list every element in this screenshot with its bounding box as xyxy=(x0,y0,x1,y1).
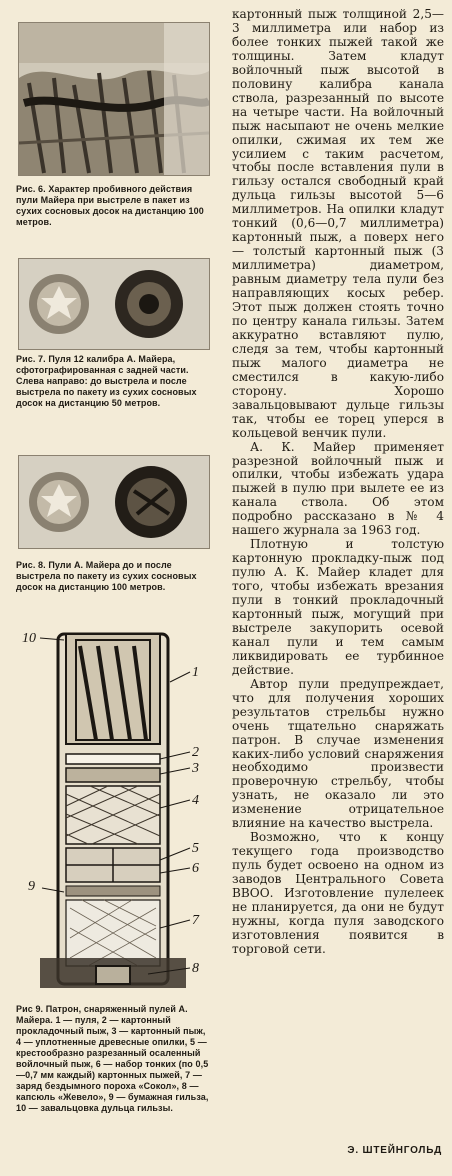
diagram-label-4: 4 xyxy=(192,793,199,808)
figure-8-caption: Рис. 8. Пули А. Майера до и после выстрела по пакету из сухих сосновых досок на дистанцию 100 метров. xyxy=(16,560,197,592)
diagram-label-10: 10 xyxy=(22,631,36,646)
article-paragraph: Плотную и толстую картонную прокладку-пыж под пулю А. К. Майер кладет для того, чтобы избежать врезания пули в тонкий прокладочный картонный пыж, могущий при выстреле закупорить осевой канал пули и тем самым ликвидировать ее турбинное действие. xyxy=(232,537,444,677)
article-paragraph: Автор пули предупреждает, что для получения хороших результатов стрельбы нужно очень тщательно снаряжать патрон. В случае изменения каких-либо условий снаряжения необходимо произвести проверочную стрельбу, чтобы узнать, не оказало ли это изменение отрицательное влияние на качество выстрела. xyxy=(232,676,444,831)
diagram-label-2: 2 xyxy=(192,745,199,760)
figure-7-caption: Рис. 7. Пуля 12 калибра А. Майера, сфотографированная с задней части. Слева направо: до выстрела и после выстрела по пакету из сухих сосновых досок на дистанцию 50 метров. xyxy=(16,354,197,408)
diagram-label-8: 8 xyxy=(192,961,199,976)
article-paragraph: Возможно, что к концу текущего года производство пуль будет освоено на одном из заводов Центрального Совета ВВОО. Изготовление пулелеек не планируется, да они не будут нужны, когда пуля заводского изготовления появится в торговой сети. xyxy=(232,830,444,956)
diagram-label-9: 9 xyxy=(28,879,35,894)
article-paragraph: А. К. Майер применяет разрезной войлочный пыж и опилки, чтобы избежать удара пыжей в пулю при вылете ее из канала ствола. Об этом подробно рассказано в № 4 нашего журнала за 1963 год. xyxy=(232,439,444,538)
diagram-label-3: 3 xyxy=(192,761,199,776)
article-paragraph: картонный пыж толщиной 2,5—3 миллиметра или набор из более тонких пыжей такой же толщины. Затем кладут войлочный пыж высотой в половину калибра канала ствола, разрезанный по высоте на четыре части. На войлочный пыж насыпают не очень мелкие опилки, сжимая их тем же усилием с таким расчетом, чтобы после вставления пули в гильзу остался свободный край дульца гильзы высотой 5—6 миллиметров. На опилки кладут тонкий (0,6—0,7 миллиметра) картонный пыж, а поверх него — толстый картонный пыж (3 миллиметра) диаметром, равным диаметру тела пули без направляющих косых ребер. Этот пыж должен стоять точно по центру канала гильзы. Затем аккуратно вставляют пулю, следя за тем, чтобы картонный пыж малого диаметра не сместился в какую-либо сторону. Хорошо завальцовывают дульце гильзы так, чтобы ее торец уперся в кольцевой венчик пули. xyxy=(232,7,444,440)
diagram-label-1: 1 xyxy=(192,665,199,680)
figure-9-diagram xyxy=(20,628,210,998)
article-column xyxy=(232,8,444,957)
diagram-label-7: 7 xyxy=(192,913,199,928)
diagram-label-6: 6 xyxy=(192,861,199,876)
figure-7-photo xyxy=(18,258,210,350)
author-signature: Э. ШТЕЙНГОЛЬД xyxy=(347,1145,442,1156)
figure-9-caption: Рис 9. Патрон, снаряженный пулей А. Майера. 1 — пуля, 2 — картонный прокладочный пыж, 3 — картонный пыж, 4 — уплотненные древесные опилки, 5 — крестообразно разрезанный осаленный войлочный пыж, 6 — набор тонких (по 0,5—0,7 мм каждый) картонных пыжей, 7 — заряд бездымного пороха «Сокол», 8 — капсюль «Жевело», 9 — бумажная гильза, 10 — завальцовка дульца гильзы. xyxy=(16,1004,209,1113)
figure-6-caption: Рис. 6. Характер пробивного действия пули Майера при выстреле в пакет из сухих сосновых досок на дистанцию 100 метров. xyxy=(16,184,204,227)
figure-6-photo xyxy=(18,22,210,176)
figure-8-photo xyxy=(18,455,210,549)
diagram-label-5: 5 xyxy=(192,841,199,856)
